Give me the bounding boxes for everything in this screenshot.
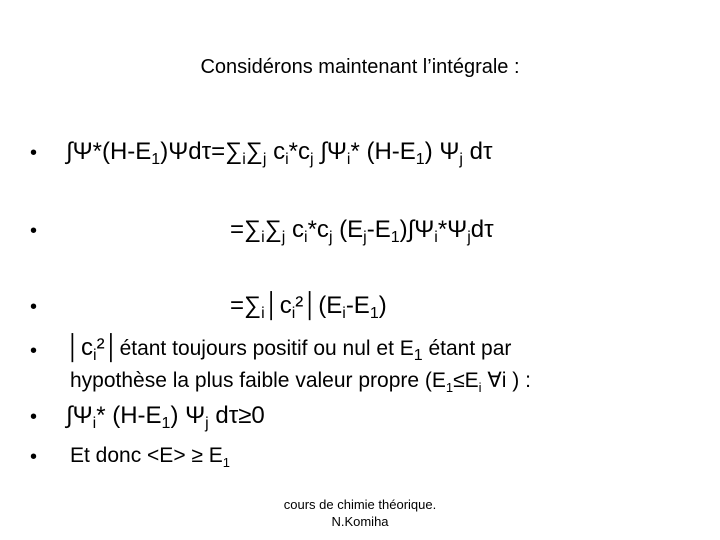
equation-text: $\int\Psi_i*$ $(H-E_1)$ $\Psi_j$ dτ≥0 [66,402,265,432]
conclusion-line [30,444,690,474]
bullet: • [30,340,38,362]
footer-author: N.Komiha [331,514,389,529]
equation-text: $=\sum_i\sum_j$ $c_i*c_j$ $(E_j-E_1)\int\Psi_i*\Psi_jd\tau$ [230,216,494,246]
slide-title: Considérons maintenant l’intégrale : [200,56,520,78]
bullet: • [30,446,38,468]
equation-line-5 [30,402,690,436]
equation-text: $=\sum_i│c_i^2│(E_i-E_1)$ [230,292,387,322]
conclusion-text: Et donc $<E> \ge E_1$ [70,444,231,470]
bullet: • [30,142,38,164]
bullet: • [30,296,38,318]
equation-line-3 [30,292,690,326]
equation-text: $\int\Psi*(H-E_1)\Psi d\tau=\sum_i\sum_j$ $c_i*c_j$ $\int\Psi_i*$ $(H-E_1)$ $\Psi_j$ dτ [66,138,493,168]
equation-line-2 [30,216,690,250]
statement-text: $│c_i^2│é\tan t$ toujours positif ou nul et $E_1$ étant par [66,334,512,364]
bullet: • [30,406,38,428]
footer-course: cours de chimie théorique. [283,497,437,512]
equation-line-1 [30,138,690,172]
statement-continuation: hypothèse la plus faible valeur propre ($E_1\le E_i$ ∀i ) : [70,369,531,395]
bullet: • [30,220,38,242]
footer [0,496,720,530]
statement-line-4 [30,334,690,404]
